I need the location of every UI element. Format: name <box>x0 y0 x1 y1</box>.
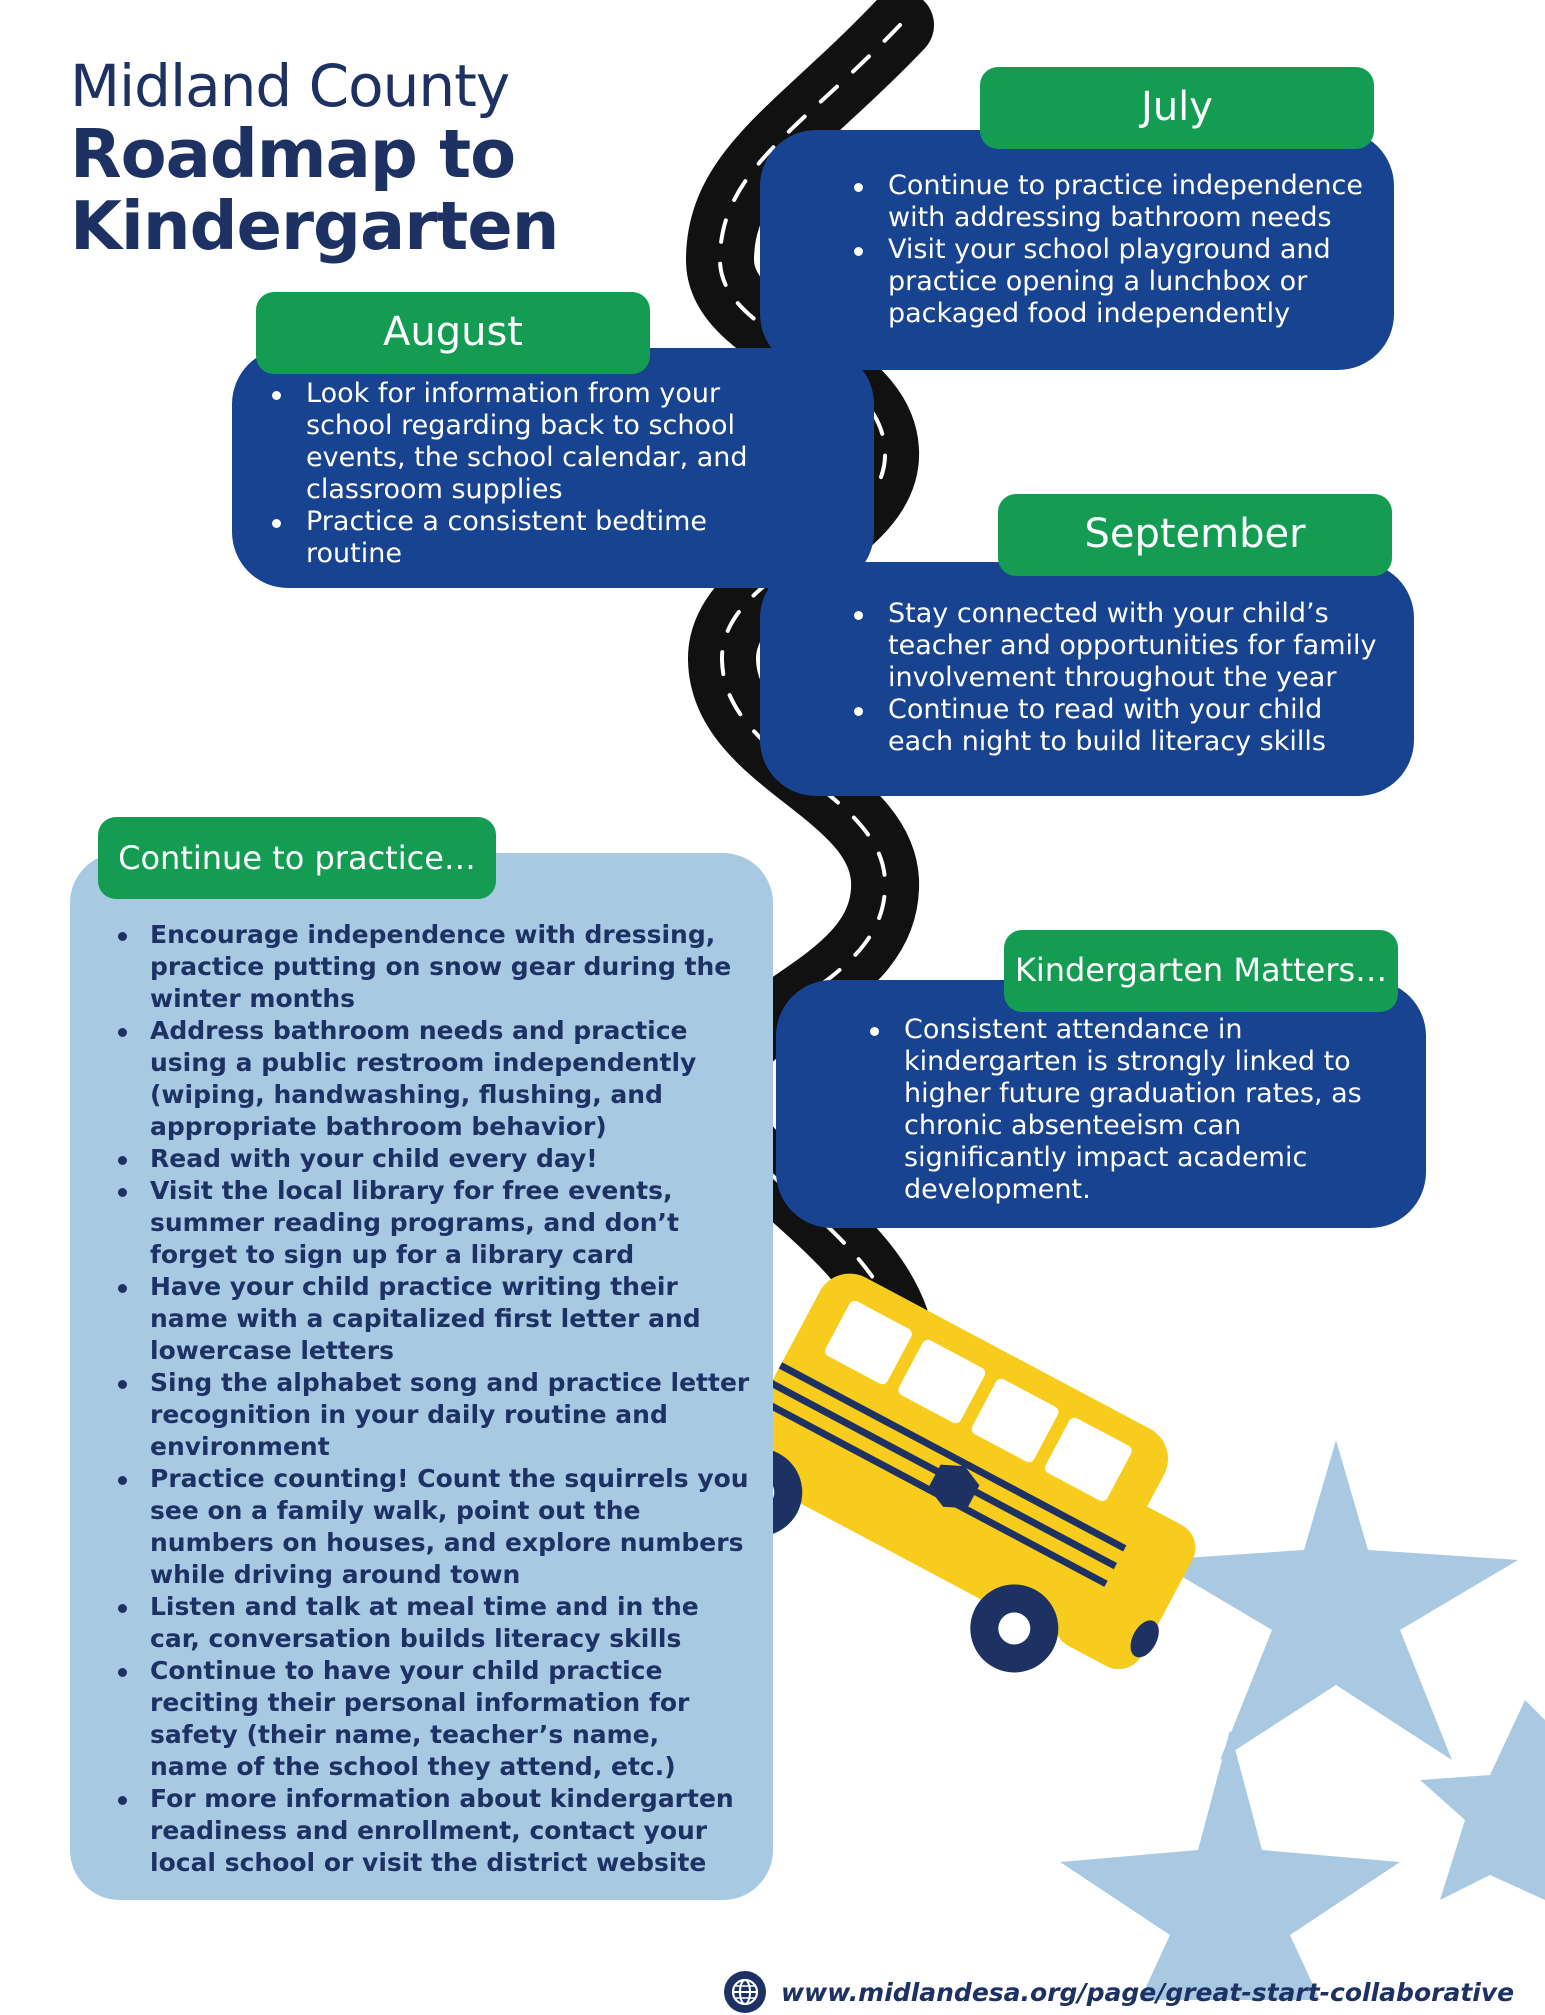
list-item: Visit the local library for free events, <box>112 1175 753 1207</box>
list-item-continuation: practice opening a lunchbox or <box>888 266 1308 297</box>
list-item: Read with your child every day! <box>112 1143 753 1175</box>
list-item-continuation: packaged food independently <box>888 298 1291 329</box>
list-item-continuation: appropriate bathroom behavior) <box>150 1112 607 1141</box>
list-item-continuation: significantly impact academic <box>904 1142 1308 1173</box>
september-card <box>760 562 1414 796</box>
july-label: July <box>980 67 1374 149</box>
list-item: Have your child practice writing their <box>112 1271 753 1303</box>
list-item: Sing the alphabet song and practice letter <box>112 1367 753 1399</box>
september-label: September <box>998 494 1392 576</box>
july-list <box>852 170 1374 330</box>
list-item-continuation: chronic absenteeism can <box>904 1110 1242 1141</box>
list-item: Listen and talk at meal time and in the <box>112 1591 753 1623</box>
list-item-continuation: development. <box>904 1174 1091 1205</box>
list-item-continuation: reciting their personal information for <box>150 1688 690 1717</box>
list-item: Practice counting! Count the squirrels you <box>112 1463 753 1495</box>
page-title-line1: Midland County <box>70 52 510 120</box>
july-card <box>760 130 1394 370</box>
list-item-continuation: car, conversation builds literacy skills <box>150 1624 682 1653</box>
continue-to-practice-panel <box>70 853 773 1900</box>
list-item: Continue to read with your child <box>852 694 1394 726</box>
website-link[interactable]: www.midlandesa.org/page/great-start-collaborative <box>781 1977 1515 2007</box>
list-item-continuation: school regarding back to school <box>306 410 736 441</box>
school-bus-illustration <box>699 1260 1244 1730</box>
list-item-continuation: winter months <box>150 984 356 1013</box>
page-title: Roadmap to Kindergarten <box>70 115 559 265</box>
continue-to-practice-label: Continue to practice… <box>98 817 496 899</box>
list-item-continuation: teacher and opportunities for family <box>888 630 1377 661</box>
august-list <box>270 378 854 570</box>
list-item: Stay connected with your child’s <box>852 598 1394 630</box>
kindergarten-matters-list <box>868 1014 1406 1206</box>
september-list <box>852 598 1394 758</box>
list-item-continuation: safety (their name, teacher’s name, <box>150 1720 660 1749</box>
list-item-continuation: practice putting on snow gear during the <box>150 952 732 981</box>
list-item-continuation: higher future graduation rates, as <box>904 1078 1362 1109</box>
list-item-continuation: while driving around town <box>150 1560 521 1589</box>
list-item-continuation: readiness and enrollment, contact your <box>150 1816 708 1845</box>
list-item-continuation: events, the school calendar, and <box>306 442 748 473</box>
list-item-continuation: summer reading programs, and don’t <box>150 1208 679 1237</box>
list-item-continuation: lowercase letters <box>150 1336 394 1365</box>
list-item-continuation: (wiping, handwashing, flushing, and <box>150 1080 663 1109</box>
list-item-continuation: routine <box>306 538 402 569</box>
list-item-continuation: involvement throughout the year <box>888 662 1337 693</box>
list-item-continuation: recognition in your daily routine and <box>150 1400 668 1429</box>
list-item: Look for information from your <box>270 378 854 410</box>
list-item: Consistent attendance in <box>868 1014 1406 1046</box>
practice-list <box>112 919 753 1879</box>
list-item-continuation: name with a capitalized first letter and <box>150 1304 701 1333</box>
kindergarten-matters-card <box>776 980 1426 1228</box>
list-item-continuation: name of the school they attend, etc.) <box>150 1752 676 1781</box>
list-item-continuation: forget to sign up for a library card <box>150 1240 635 1269</box>
august-card <box>232 348 874 588</box>
list-item-continuation: kindergarten is strongly linked to <box>904 1046 1351 1077</box>
list-item: For more information about kindergarten <box>112 1783 753 1815</box>
list-item-continuation: classroom supplies <box>306 474 563 505</box>
list-item: Visit your school playground and <box>852 234 1374 266</box>
august-label: August <box>256 292 650 374</box>
kindergarten-matters-label: Kindergarten Matters… <box>1004 930 1398 1012</box>
list-item: Encourage independence with dressing, <box>112 919 753 951</box>
list-item-continuation: numbers on houses, and explore numbers <box>150 1528 744 1557</box>
list-item-continuation: environment <box>150 1432 330 1461</box>
globe-icon <box>723 1970 767 2014</box>
list-item: Continue to have your child practice <box>112 1655 753 1687</box>
list-item-continuation: each night to build literacy skills <box>888 726 1326 757</box>
list-item-continuation: using a public restroom independently <box>150 1048 697 1077</box>
list-item: Address bathroom needs and practice <box>112 1015 753 1047</box>
list-item: Practice a consistent bedtime <box>270 506 854 538</box>
list-item-continuation: local school or visit the district website <box>150 1848 707 1877</box>
list-item: Continue to practice independence <box>852 170 1374 202</box>
footer <box>723 1969 1514 2015</box>
list-item-continuation: with addressing bathroom needs <box>888 202 1332 233</box>
list-item-continuation: see on a family walk, point out the <box>150 1496 641 1525</box>
